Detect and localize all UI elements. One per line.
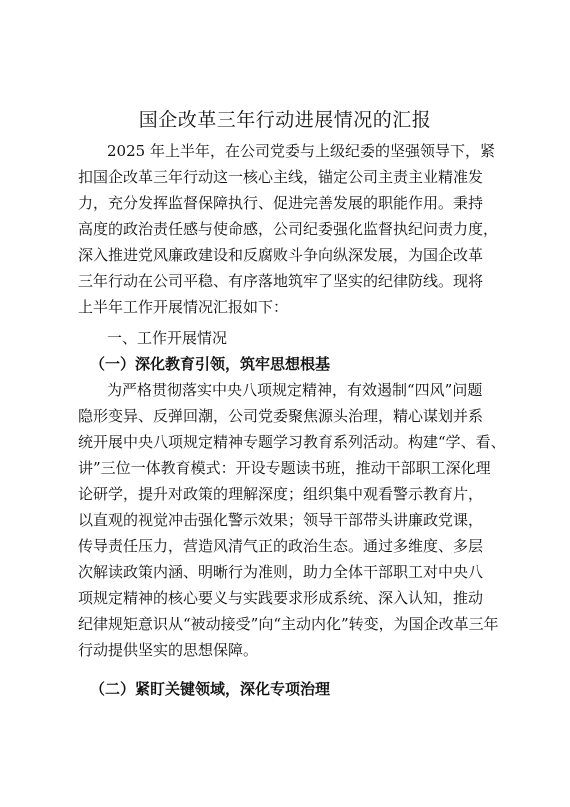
section-heading: 一、工作开展情况 [107,329,228,347]
subsection-1-line-1: 为严格贯彻落实中央八项规定精神，有效遏制“四风”问题 [107,381,483,399]
subsection-1-line-7: 传导责任压力，营造风清气正的政治生态。通过多维度、多层 [78,537,484,555]
subsection-2-heading: （二）紧盯关键领域，深化专项治理 [90,680,331,698]
intro-line-1: 2025 年上半年，在公司党委与上级纪委的坚强领导下，紧 [107,142,495,160]
intro-line-7: 上半年工作开展情况汇报如下： [78,298,289,316]
subsection-1-line-5: 论研学，提升对政策的理解深度；组织集中观看警示教育片， [78,485,484,503]
subsection-1-line-8: 次解读政策内涵、明晰行为准则，助力全体干部职工对中央八 [78,563,484,581]
subsection-1-line-3: 统开展中央八项规定精神专题学习教育系列活动。构建“学、看、 [78,433,506,451]
intro-line-2: 扣国企改革三年行动这一核心主线，锚定公司主责主业精准发 [78,168,484,186]
subsection-1-line-2: 隐形变异、反弹回潮，公司党委聚焦源头治理，精心谋划并系 [78,407,484,425]
intro-line-6: 三年行动在公司平稳、有序落地筑牢了坚实的纪律防线。现将 [78,272,484,290]
subsection-1-heading: （一）深化教育引领，筑牢思想根基 [90,355,331,373]
document-title: 国企改革三年行动进展情况的汇报 [138,109,432,131]
subsection-1-line-6: 以直观的视觉冲击强化警示效果；领导干部带头讲廉政党课， [78,511,484,529]
subsection-1-line-10: 纪律规矩意识从“被动接受”向“主动内化”转变，为国企改革三年 [78,615,499,633]
intro-line-4: 高度的政治责任感与使命感，公司纪委强化监督执纪问责力度， [78,220,499,238]
subsection-1-line-4: 讲”三位一体教育模式：开设专题读书班，推动干部职工深化理 [78,459,491,477]
subsection-1-line-9: 项规定精神的核心要义与实践要求形成系统、深入认知，推动 [78,589,484,607]
intro-line-3: 力，充分发挥监督保障执行、促进完善发展的职能作用。秉持 [78,194,484,212]
subsection-1-line-11: 行动提供坚实的思想保障。 [78,641,259,659]
intro-line-5: 深入推进党风廉政建设和反腐败斗争向纵深发展，为国企改革 [78,246,484,264]
